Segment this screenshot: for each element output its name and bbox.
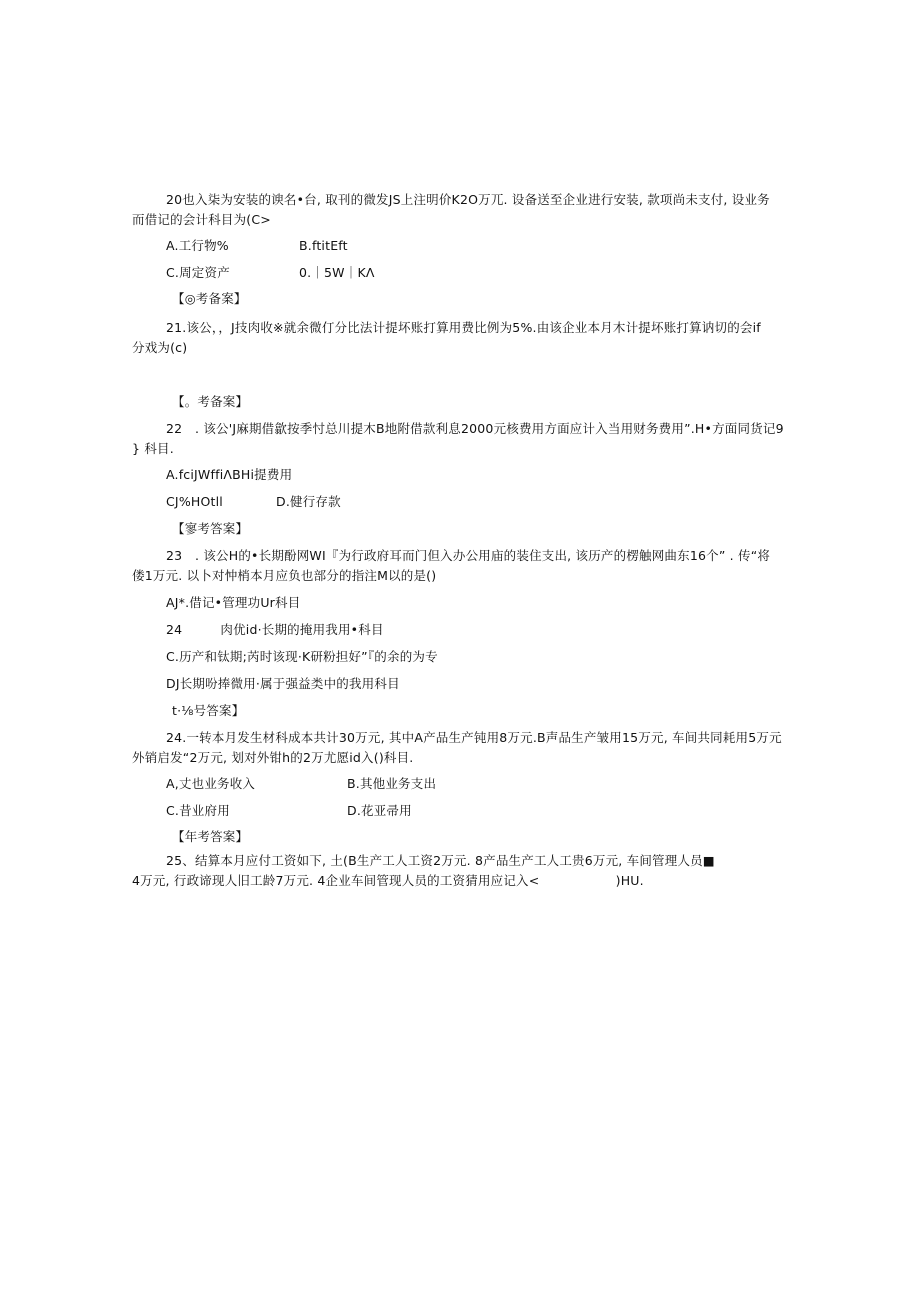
question-20-line-1: 20也入柒为安装的谀名•台, 取刊的微发JS上注明价K2O万兀. 设备送至企业进行安装, 款项尚未支付, 设业务	[166, 192, 770, 207]
question-20-option-b: B.ftitEft	[299, 238, 348, 253]
question-23-option-d: DJ长期吩捧微用·属于强益类中的我用科目	[166, 676, 400, 691]
question-24-option-d: D.花亚帚用	[347, 803, 412, 818]
question-24-line-1: 24.一转本月发生材科成本共计30万元, 其中A产品生产钝用8万元.B声品生产皱用15万元, 车间共同耗用5万元	[166, 730, 782, 745]
question-25-line-2: 4万元, 行政谛现人旧工龄7万元. 4企业车间管现人员的工资猜用应记入< )HU.	[132, 873, 644, 888]
question-20-line-2: 而借记的会计科目为(C>	[132, 212, 271, 227]
question-24-option-c: C.昔业府用	[166, 803, 230, 818]
question-23-line-2: 偻1万元. 以卜对忡梢本月应负也部分的指注M以的是()	[132, 568, 437, 583]
question-22-option-c: CJ%HOtll	[166, 494, 223, 509]
question-24-answer-heading: 【年考答案】	[172, 829, 249, 844]
question-22-answer-heading: 【寥考答案】	[172, 521, 249, 536]
question-24-line-2: 外销启发“2万元, 划对外钳h的2万尤愿id入()科目.	[132, 750, 414, 765]
question-20-option-d: 0.｜5W｜KΛ	[299, 265, 375, 280]
question-23-answer-heading: t·⅛号答案】	[172, 703, 245, 718]
question-24-option-b: B.其他业务支出	[347, 776, 437, 791]
question-23-option-c: C.历产和钛期;芮时该现·K研粉担好”『的余的为专	[166, 649, 438, 664]
question-21-line-2: 分戏为(c)	[132, 340, 188, 355]
question-21-answer-heading: 【。考备案】	[172, 394, 249, 409]
question-22-option-d: D.健行存款	[276, 494, 341, 509]
question-23-line-1: 23 . 该公H的•长期酚网WI『为行政府耳而门但入办公用庙的装住支出, 该历产的楞触网曲东16个” . 传“将	[166, 548, 771, 563]
question-20-option-c: C.周定资产	[166, 265, 230, 280]
question-25-line-1: 25、结算本月应付工资如下, 土(B生产工人工资2万元. 8产品生产工人工贵6万元, 车间管理人员■	[166, 853, 715, 868]
question-22-line-2: } 科目.	[132, 441, 174, 456]
question-22-line-1: 22 . 该公'J麻期借歙按季忖总川提木B地附借款利息2000元核费用方面应计入当用财务费用”.H•方面同货记9	[166, 421, 784, 436]
question-23-option-b: 24 肉优id·长期的掩用我用•科目	[166, 622, 384, 637]
question-21-line-1: 21.该公，，J技肉收※就余微仃分比法计提坏账打算用费比例为5%.由该企业本月木计提坏账打算讷切的会if	[166, 320, 761, 335]
question-20-option-a: A.工行物%	[166, 238, 229, 253]
question-20-answer-heading: 【◎考备案】	[172, 291, 247, 306]
question-22-option-a: A.fciJWffiΛBHi提费用	[166, 467, 293, 482]
question-24-option-a: A,丈也业务收入	[166, 776, 256, 791]
question-23-option-a: AJ*.借记•管理功Ur科目	[166, 595, 301, 610]
